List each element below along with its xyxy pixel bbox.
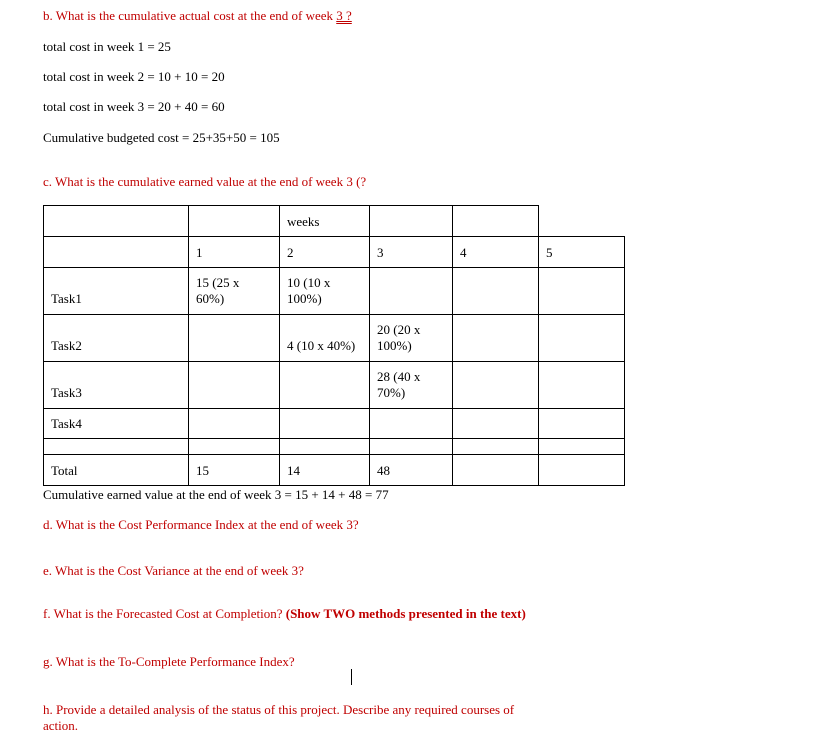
table-corner-cell: [43, 205, 189, 237]
table-total-week4: [452, 454, 539, 486]
question-b-text: b. What is the cumulative actual cost at the end of week: [43, 8, 337, 23]
task3-week3-line2: 70%): [377, 385, 406, 400]
table-task1-week3: [369, 267, 453, 315]
table-header-empty-1: [188, 205, 280, 237]
question-g: g. What is the To-Complete Performance Index?: [43, 654, 295, 669]
question-d: d. What is the Cost Performance Index at the end of week 3?: [43, 517, 359, 532]
table-weeknum-label: [43, 236, 189, 268]
table-task3-week1: [188, 361, 280, 409]
table-spacer-3: [369, 438, 453, 455]
question-f-bold: (Show TWO methods presented in the text): [285, 606, 526, 621]
answer-b-week3: total cost in week 3 = 20 + 40 = 60: [43, 99, 225, 114]
table-task2-week3: [369, 314, 453, 362]
answer-b-cumulative: Cumulative budgeted cost = 25+35+50 = 105: [43, 130, 280, 145]
task2-week3-line2: 100%): [377, 338, 412, 353]
table-task2-week2: 4 (10 x 40%): [279, 314, 370, 362]
table-task2-week1: [188, 314, 280, 362]
question-c: c. What is the cumulative earned value at the end of week 3 (?: [43, 174, 367, 189]
table-week-3: 3: [369, 236, 453, 268]
table-task1-week1: [188, 267, 280, 315]
table-task1-week5: [538, 267, 625, 315]
table-task4-week1: [188, 408, 280, 439]
answer-b-week1: total cost in week 1 = 25: [43, 39, 171, 54]
table-task3-week4: [452, 361, 539, 409]
question-h-line1: h. Provide a detailed analysis of the status of this project. Describe any required courses of: [43, 702, 515, 717]
table-task2-week5: [538, 314, 625, 362]
table-spacer-5: [538, 438, 625, 455]
task2-week3-line1: 20 (20 x: [377, 322, 421, 337]
table-week-1: 1: [188, 236, 280, 268]
table-task3-week2: [279, 361, 370, 409]
table-total-week1: 15: [188, 454, 280, 486]
table-row-task3-label: Task3: [43, 361, 189, 409]
table-row-total-label: Total: [43, 454, 189, 486]
question-f: [43, 606, 526, 622]
answer-b-week2: total cost in week 2 = 10 + 10 = 20: [43, 69, 225, 84]
table-row-task4-label: Task4: [43, 408, 189, 439]
text-cursor: [351, 669, 352, 685]
question-b: [43, 8, 352, 24]
table-week-4: 4: [452, 236, 539, 268]
question-f-text: f. What is the Forecasted Cost at Completion?: [43, 606, 286, 621]
task1-week2-line2: 100%): [287, 291, 322, 306]
task1-week1-line1: 15 (25 x: [196, 275, 240, 290]
table-task4-week4: [452, 408, 539, 439]
task1-week2-line1: 10 (10 x: [287, 275, 331, 290]
table-week-5: 5: [538, 236, 625, 268]
table-task2-week4: [452, 314, 539, 362]
question-b-underlined: 3 ?: [336, 8, 352, 23]
table-header-empty-3: [369, 205, 453, 237]
table-task3-week3: [369, 361, 453, 409]
table-row-task2-label: Task2: [43, 314, 189, 362]
task3-week3-line1: 28 (40 x: [377, 369, 421, 384]
question-e: e. What is the Cost Variance at the end of week 3?: [43, 563, 304, 578]
table-spacer-2: [279, 438, 370, 455]
table-week-2: 2: [279, 236, 370, 268]
question-h-line2: action.: [43, 718, 79, 733]
table-total-week5: [538, 454, 625, 486]
table-task4-week2: [279, 408, 370, 439]
table-spacer-label: [43, 438, 189, 455]
table-header-weeks: weeks: [279, 205, 370, 237]
table-row-task1-label: Task1: [43, 267, 189, 315]
table-spacer-1: [188, 438, 280, 455]
table-total-week3: 48: [369, 454, 453, 486]
table-total-week2: 14: [279, 454, 370, 486]
table-task1-week4: [452, 267, 539, 315]
table-task4-week5: [538, 408, 625, 439]
table-task4-week3: [369, 408, 453, 439]
table-header-empty-4: [452, 205, 539, 237]
table-spacer-4: [452, 438, 539, 455]
task1-week1-line2: 60%): [196, 291, 225, 306]
table-task3-week5: [538, 361, 625, 409]
answer-c: Cumulative earned value at the end of week 3 = 15 + 14 + 48 = 77: [43, 487, 389, 502]
table-task1-week2: [279, 267, 370, 315]
